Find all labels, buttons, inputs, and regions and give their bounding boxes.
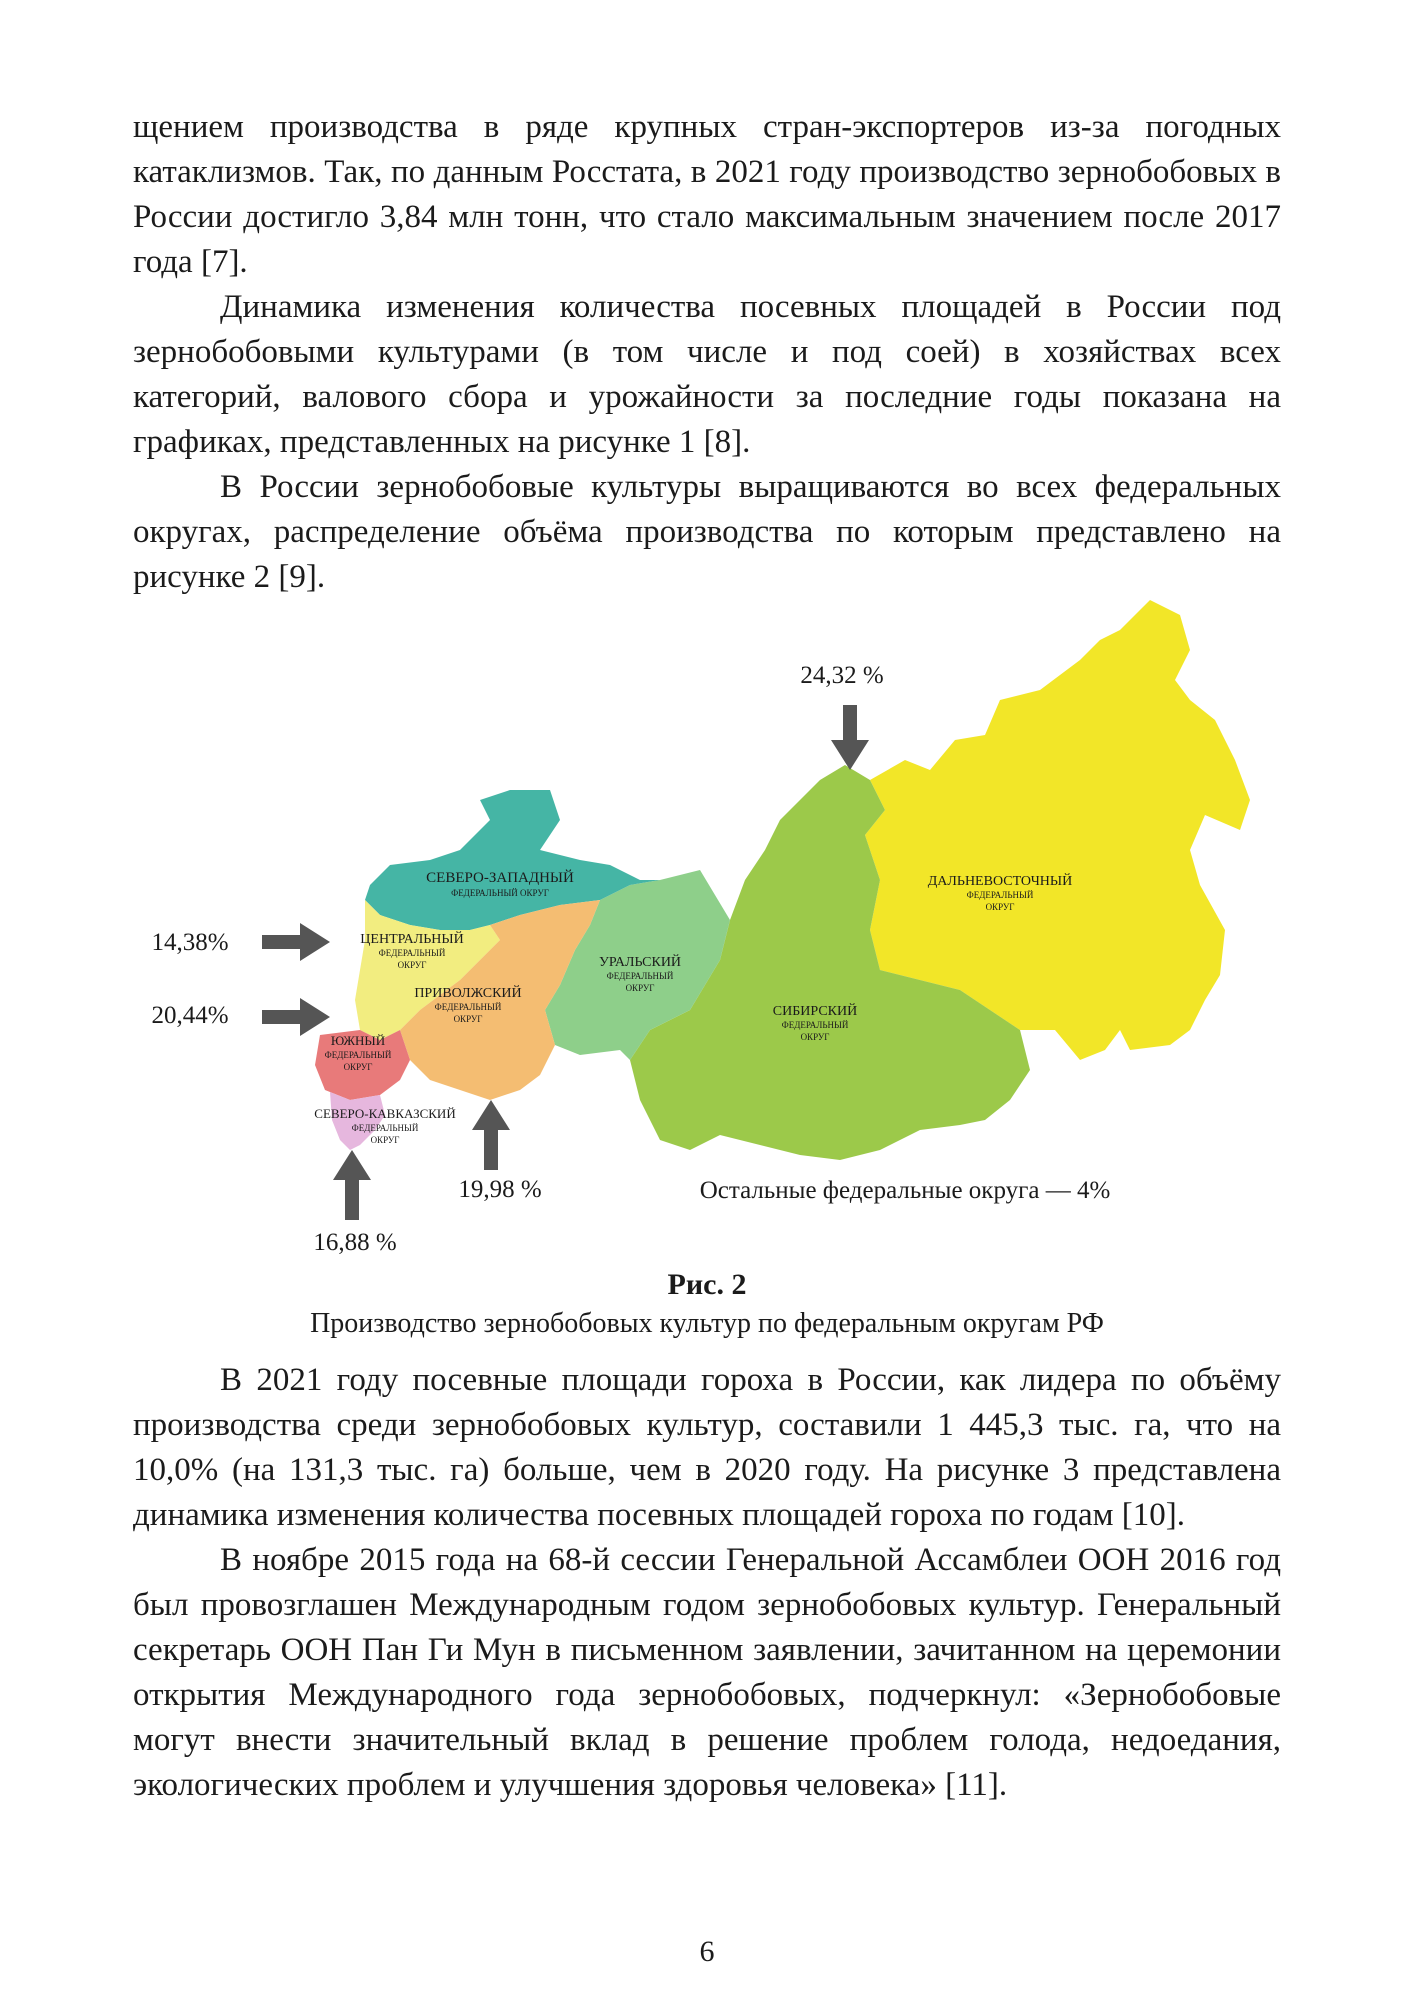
arrow-up-north-caucasus-icon xyxy=(333,1150,371,1220)
label-central: ЦЕНТРАЛЬНЫЙ xyxy=(360,932,464,947)
body-text-bottom xyxy=(133,1358,1281,1808)
label-siberia: СИБИРСКИЙ xyxy=(772,1004,858,1019)
label-far-east: ДАЛЬНЕВОСТОЧНЫЙ xyxy=(927,874,1073,889)
label-urals-sub1: ФЕДЕРАЛЬНЫЙ xyxy=(606,971,674,981)
label-north-west-sub: ФЕДЕРАЛЬНЫЙ ОКРУГ xyxy=(451,888,549,898)
paragraph: щением производства в ряде крупных стран-экспортеров из-за погодных катаклизмов. Так, по данным Росстата, в 2021 году производство зернобобовых в России достигло 3,84 млн тонн, что стало максимальным значением после 2017 года [7]. xyxy=(133,109,1281,280)
value-siberia: 24,32 % xyxy=(800,662,884,689)
label-central-sub1: ФЕДЕРАЛЬНЫЙ xyxy=(378,948,446,958)
label-north-caucasus-sub2: ОКРУГ xyxy=(370,1135,400,1145)
arrow-up-volga-icon xyxy=(472,1100,510,1170)
arrow-down-siberia-icon xyxy=(831,705,869,770)
figure-caption-subtitle: Производство зернобобовых культур по федеральным округам РФ xyxy=(310,1308,1104,1339)
paragraph: Динамика изменения количества посевных площадей в России под зернобобовыми культурами (в том числе и под соей) в хозяйствах всех категорий, валового сбора и урожайности за последние годы показана на графиках, представленных на рисунке 1 [8]. xyxy=(133,289,1281,460)
label-urals: УРАЛЬСКИЙ xyxy=(598,955,682,970)
label-central-sub2: ОКРУГ xyxy=(397,960,427,970)
value-south: 20,44% xyxy=(151,1002,229,1029)
label-south-sub1: ФЕДЕРАЛЬНЫЙ xyxy=(324,1050,392,1060)
russia-map-figure xyxy=(0,585,1414,1255)
label-urals-sub2: ОКРУГ xyxy=(625,983,655,993)
paragraph: В 2021 году посевные площади гороха в России, как лидера по объёму производства среди зернобобовых культур, составили 1 445,3 тыс. га, что на 10,0% (на 131,3 тыс. га) больше, чем в 2020 году. На рисунке 3 представлена динамика изменения количества посевных площадей гороха по годам [10]. xyxy=(133,1362,1281,1533)
label-south-sub2: ОКРУГ xyxy=(343,1062,373,1072)
label-siberia-sub2: ОКРУГ xyxy=(800,1032,830,1042)
paragraph: В России зернобобовые культуры выращиваются во всех федеральных округах, распределение объёма производства по которым представлено на рисунке 2 [9]. xyxy=(133,469,1281,595)
paragraph: В ноябре 2015 года на 68-й сессии Генеральной Ассамблеи ООН 2016 год был провозглашен Международным годом зернобобовых культур. Генеральный секретарь ООН Пан Ги Мун в письменном заявлении, зачитанном на церемонии открытия Международного года зернобобовых, подчеркнул: «Зернобобовые могут внести значительный вклад в решение проблем голода, недоедания, экологических проблем и улучшения здоровья человека» [11]. xyxy=(133,1542,1281,1803)
label-volga: ПРИВОЛЖСКИЙ xyxy=(414,986,522,1001)
label-north-caucasus: СЕВЕРО-КАВКАЗСКИЙ xyxy=(314,1106,456,1121)
value-central: 14,38% xyxy=(151,929,229,956)
figure-caption-title: Рис. 2 xyxy=(667,1268,747,1301)
label-far-east-sub1: ФЕДЕРАЛЬНЫЙ xyxy=(966,890,1034,900)
page-number: 6 xyxy=(699,1935,715,1968)
arrow-right-central-icon xyxy=(262,923,330,961)
label-siberia-sub1: ФЕДЕРАЛЬНЫЙ xyxy=(781,1020,849,1030)
value-volga: 19,98 % xyxy=(458,1176,542,1203)
label-north-west: СЕВЕРО-ЗАПАДНЫЙ xyxy=(426,870,574,886)
label-far-east-sub2: ОКРУГ xyxy=(985,902,1015,912)
label-south: ЮЖНЫЙ xyxy=(330,1033,386,1048)
value-north-caucasus: 16,88 % xyxy=(313,1229,397,1255)
label-volga-sub2: ОКРУГ xyxy=(453,1014,483,1024)
arrow-right-south-icon xyxy=(262,998,330,1036)
body-text-top xyxy=(133,105,1281,600)
other-districts-note: Остальные федеральные округа — 4% xyxy=(699,1177,1111,1204)
label-volga-sub1: ФЕДЕРАЛЬНЫЙ xyxy=(434,1002,502,1012)
label-north-caucasus-sub1: ФЕДЕРАЛЬНЫЙ xyxy=(351,1123,419,1133)
